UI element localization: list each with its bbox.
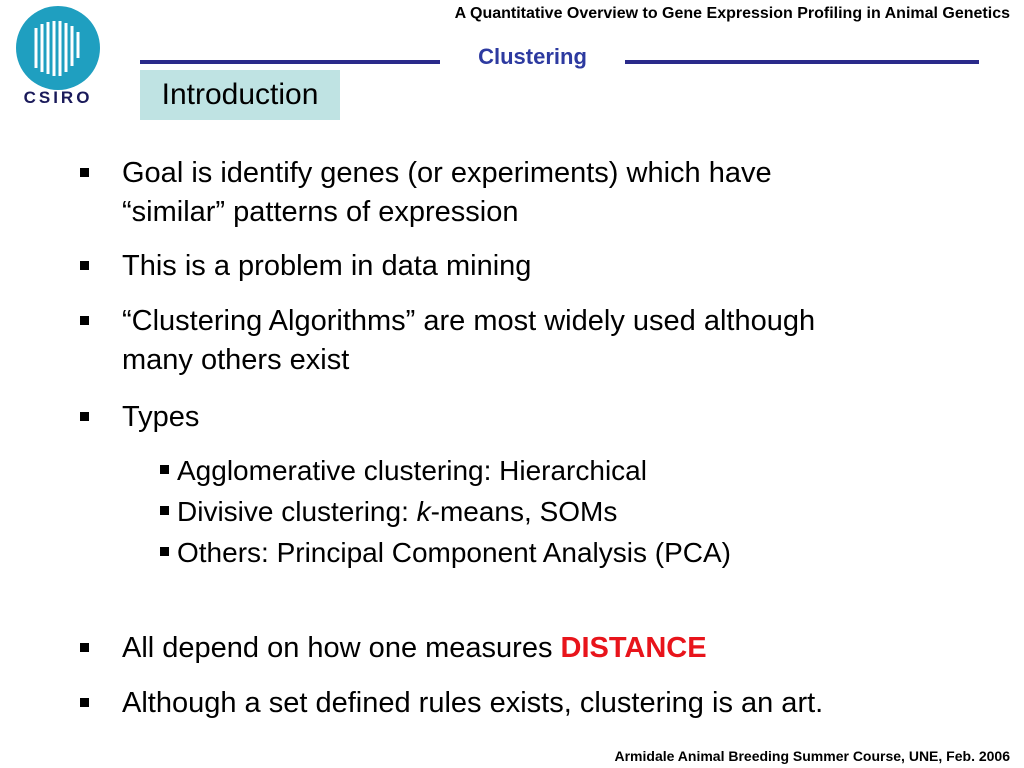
bullet-line: Although a set defined rules exists, clustering is an art. bbox=[122, 687, 824, 719]
presentation-title: A Quantitative Overview to Gene Expression Profiling in Animal Genetics bbox=[454, 5, 1010, 22]
section-title: Clustering bbox=[478, 44, 587, 69]
bullet-data-mining bbox=[80, 247, 960, 286]
sub-bullet-text: -means, SOMs bbox=[430, 496, 618, 527]
sub-bullet-text: Agglomerative clustering: Hierarchical bbox=[177, 455, 647, 486]
bullet-clustering-algorithms bbox=[80, 302, 960, 380]
bullet-marker bbox=[80, 168, 89, 177]
bullet-line: This is a problem in data mining bbox=[122, 250, 532, 282]
distance-emphasis: DISTANCE bbox=[560, 632, 707, 664]
bullet-marker bbox=[80, 698, 89, 707]
bullet-marker bbox=[80, 412, 89, 421]
bullet-line: “similar” patterns of expression bbox=[122, 196, 519, 228]
bullet-line: Goal is identify genes (or experiments) which have bbox=[122, 157, 772, 189]
bullet-marker bbox=[80, 316, 89, 325]
sub-bullet-text: Others: Principal Component Analysis (PCA) bbox=[177, 537, 731, 568]
bullet-types bbox=[80, 398, 960, 437]
sub-bullet-marker bbox=[160, 465, 169, 474]
logo-text: CSIRO bbox=[23, 88, 93, 107]
sub-bullet-agglomerative bbox=[160, 453, 647, 488]
title-rule-left bbox=[140, 60, 440, 64]
bullet-line: Types bbox=[122, 401, 200, 433]
bullet-goal bbox=[80, 154, 960, 232]
intro-label: Introduction bbox=[140, 70, 340, 120]
csiro-emblem-icon bbox=[16, 6, 100, 90]
sub-bullet-divisive bbox=[160, 494, 617, 529]
footer-text: Armidale Animal Breeding Summer Course, UNE, Feb. 2006 bbox=[614, 748, 1010, 764]
bullet-marker bbox=[80, 261, 89, 270]
csiro-logo bbox=[8, 4, 108, 116]
sub-bullet-marker bbox=[160, 547, 169, 556]
title-rule-right bbox=[625, 60, 979, 64]
bullet-line: many others exist bbox=[122, 344, 350, 376]
sub-bullet-others bbox=[160, 535, 731, 570]
distance-prefix: All depend on how one measures bbox=[122, 632, 561, 664]
bullet-art bbox=[80, 684, 960, 723]
bullet-distance bbox=[80, 629, 960, 668]
sub-bullet-text: Divisive clustering: bbox=[177, 496, 417, 527]
sub-bullet-marker bbox=[160, 506, 169, 515]
bullet-line bbox=[122, 629, 960, 668]
bullet-line: “Clustering Algorithms” are most widely used although bbox=[122, 305, 816, 337]
bullet-marker bbox=[80, 643, 89, 652]
k-italic: k bbox=[416, 496, 431, 527]
